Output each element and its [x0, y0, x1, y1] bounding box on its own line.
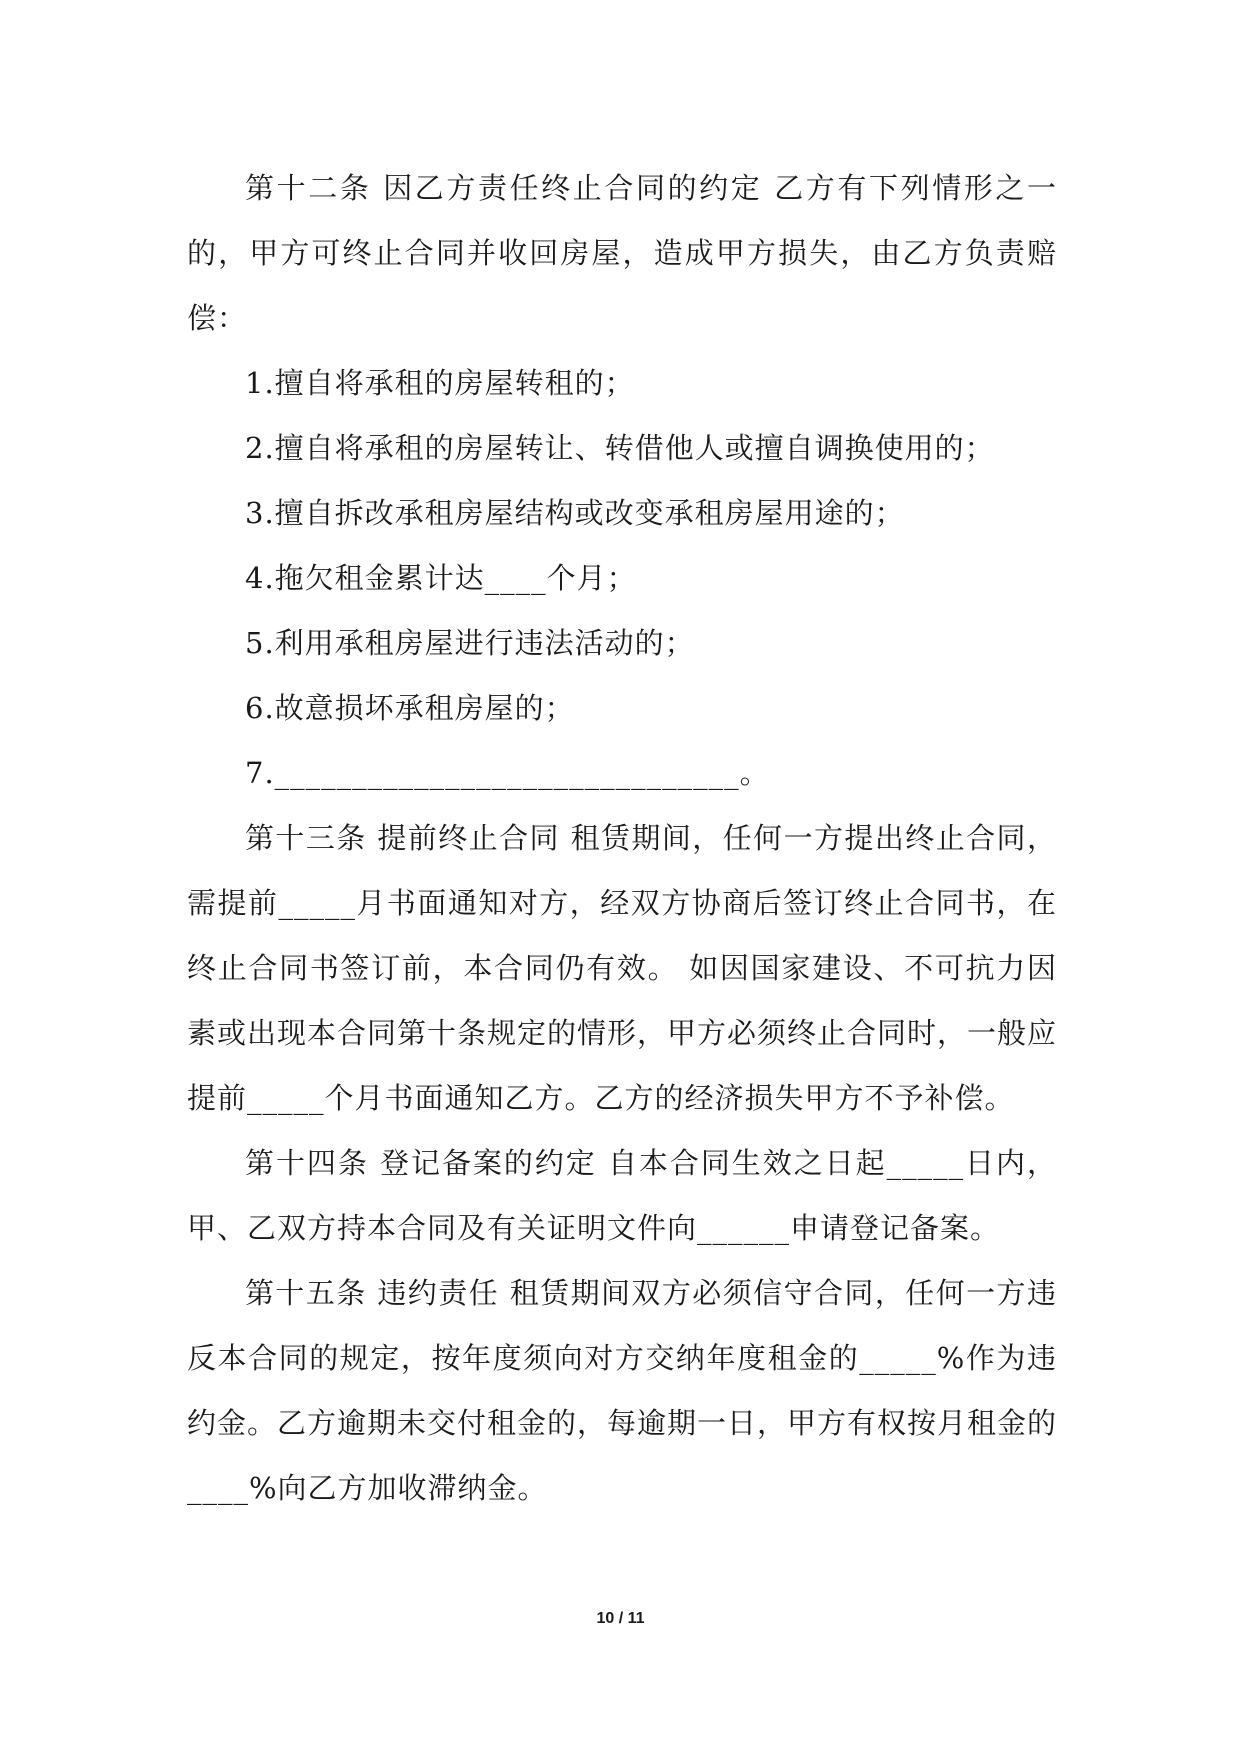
article-12-paragraph: 第十二条 因乙方责任终止合同的约定 乙方有下列情形之一的，甲方可终止合同并收回房屋，造成甲方损失，由乙方负责赔偿：: [187, 171, 1057, 335]
document-body: [187, 156, 1057, 1521]
list-item-4: 4.拖欠租金累计达____个月；: [245, 561, 637, 595]
page-number: 10 / 11: [596, 1610, 645, 1627]
list-item-3: 3.擅自拆改承租房屋结构或改变承租房屋用途的；: [245, 496, 905, 530]
list-item-2: 2.擅自将承租的房屋转让、转借他人或擅自调换使用的；: [245, 431, 995, 465]
article-13-paragraph: 第十三条 提前终止合同 租赁期间，任何一方提出终止合同，需提前_____月书面通知对方，经双方协商后签订终止合同书，在终止合同书签订前，本合同仍有效。 如因国家建设、不可抗力因素或出现本合同第十条规定的情形，甲方必须终止合同时，一般应提前_____个月书面通知乙方。乙方的经济损失甲方不予补偿。: [187, 821, 1058, 1115]
article-15-paragraph: 第十五条 违约责任 租赁期间双方必须信守合同，任何一方违反本合同的规定，按年度须向对方交纳年度租金的_____%作为违约金。乙方逾期未交付租金的，每逾期一日，甲方有权按月租金的____%向乙方加收滞纳金。: [187, 1276, 1058, 1505]
list-item-1: 1.擅自将承租的房屋转租的；: [245, 366, 635, 400]
list-item-5: 5.利用承租房屋进行违法活动的；: [245, 626, 695, 660]
list-item-6: 6.故意损坏承租房屋的；: [245, 691, 575, 725]
article-14-paragraph: 第十四条 登记备案的约定 自本合同生效之日起_____日内，甲、乙双方持本合同及有关证明文件向______申请登记备案。: [187, 1146, 1057, 1245]
list-item-7: 7.______________________________。: [245, 756, 770, 790]
